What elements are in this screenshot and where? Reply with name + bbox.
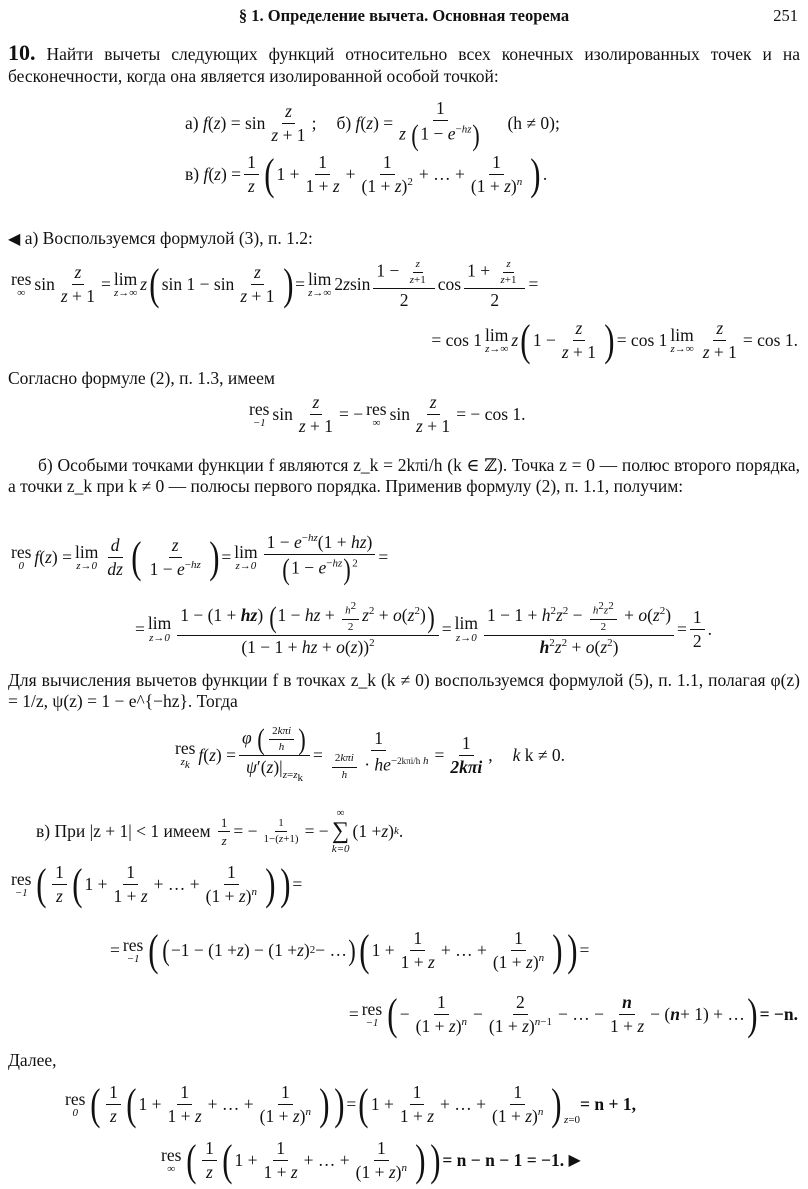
page-header [0, 6, 808, 28]
equation-ab: а) f ( z ) = sin $\frac{z}{z + 1}$ ; б) f ( z ) = $\frac{1}{z (1 - e^{-hz})}$ (h ≠ 0); [185, 98, 560, 152]
b-text: б) Особыми точками функции f являются z_k = 2kπi/h (k ∈ ℤ). Точка z = 0 — полюс второго порядка, а точки z_k при k ≠ 0 — полюсы первого порядка. Применив формулу (2), п. 1.1, получим: [8, 455, 800, 496]
start-mark: ◀ [8, 231, 21, 248]
a-after: Согласно формуле (2), п. 1.3, имеем [8, 368, 275, 388]
answer-v3: = n − n − 1 = −1. [442, 1150, 565, 1170]
eq-b-line1: res 0 f ( z ) = lim z→0 $\frac{d}{dz}$ ( $\frac{z}{1 - e^{-hz}}$ ) = lim z→0 $\frac{1 - e^{-hz}(1 + hz)}{(1 - e^{-hz})^2}$ = [11, 532, 389, 586]
k-condition: k ≠ 0. [524, 744, 566, 765]
page-number: 251 [773, 6, 798, 25]
eq-a-line1: res ∞ sin $\frac{z}{z + 1}$ = lim z→∞ z ( sin 1 − sin $\frac{z}{z + 1}$ ) = lim z→∞ 2 z sin 1 − $\frac{z}{z+1}$ 2 cos 1 + $\frac{z}{z+1}$ 2 = [11, 258, 539, 311]
answer-a2: = − cos 1. [456, 404, 526, 424]
a-intro-text: а) Воспользуемся формулой (3), п. 1.2: [24, 228, 313, 248]
equation-v: в) f ( z ) = $\frac{1}{z}$ ( 1 + $\frac{1}{1 + z}$ + $\frac{1}{(1 + z)^2}$ + … + $\frac{1}{(1 + z)^n}$ ) . [185, 149, 548, 199]
answer-a: = cos 1. [742, 330, 798, 350]
end-mark: ▶ [568, 1151, 581, 1169]
part-b-label: б) [336, 113, 352, 133]
problem-statement [8, 40, 800, 87]
answer-v1: = −n. [759, 1004, 798, 1024]
eq-v-line5: res ∞ ( $\frac{1}{z}$ ( 1 + $\frac{1}{1 + z}$ + … + $\frac{1}{(1 + z)^n}$ ) ) = n − n − 1 = −1. ▶ [161, 1135, 581, 1185]
section-title: § 1. Определение вычета. Основная теорема [238, 6, 570, 25]
eq-v-line1: res −1 ( $\frac{1}{z}$ ( 1 + $\frac{1}{1 + z}$ + … + $\frac{1}{(1 + z)^n}$ ) ) = [11, 859, 303, 909]
res-sub: ∞ [17, 287, 26, 300]
v-text: в) При |z + 1| < 1 имеем [36, 821, 211, 842]
res-op: res [11, 269, 32, 289]
eq-b-line2: = lim z→0 1 − (1 + hz) (1 − hz + $\frac{h^2}{2}$ $z^2 + o(z^2)$) (1 − 1 + hz + o(z))$^2$ = lim z→0 $1 - 1 + h^2z^2$ − $\frac{h^2z^2}{2}$ + $o(z^2)$ $h^2z^2 + o(z^2)$ = $\frac{1}{2}$ . [135, 600, 713, 658]
b-text2: Для вычисления вычетов функции f в точках z_k (k ≠ 0) воспользуемся формулой (5), п. 1.1, полагая φ(z) = 1/z, ψ(z) = 1 − e^{−hz}. Тогда [8, 670, 800, 711]
eq-a-line3: res −1 sin $\frac{z}{z + 1}$ = − res ∞ sin $\frac{z}{z + 1}$ = − cos 1. [249, 392, 526, 436]
part-a-label: а) [185, 113, 199, 133]
answer-v2: = n + 1, [580, 1094, 636, 1114]
problem-text: Найти вычеты следующих функций относительно всех конечных изолированных точек и на бесконечности, когда она является изолированной особой точкой: [8, 44, 801, 87]
problem-number: 10. [8, 40, 36, 65]
eq-v-line3: = res −1 ( − $\frac{1}{(1 + z)^n}$ − $\frac{2}{(1 + z)^{n-1}}$ − … − $\frac{n}{1 + z}$ − ( n + 1) + … ) = −n. [348, 989, 798, 1039]
further-text: Далее, [8, 1050, 57, 1070]
lim-op: lim [113, 269, 138, 289]
h-condition: (h ≠ 0); [507, 113, 560, 133]
eq-v-line4: res 0 ( $\frac{1}{z}$ ( 1 + $\frac{1}{1 + z}$ + … + $\frac{1}{(1 + z)^n}$ ) ) = ( 1 + $\frac{1}{1 + z}$ + … + $\frac{1}{(1 + z)^n}$ ) $_{z =0}$ = n + 1, [65, 1079, 636, 1129]
eq-v-expansion: в) При |z + 1| < 1 имеем $\frac{1}{z}$ = − $\frac{1}{1-(z+1)}$ = − ∞ ∑ k=0 (1 + z ) k . [36, 807, 404, 856]
part-v-label: в) [185, 164, 200, 184]
eq-v-line2: = res −1 ( ( −1 − (1 + z ) − (1 + z ) 2 − … ) ( 1 + $\frac{1}{1 + z}$ + … + $\frac{1}{(1 + z)^n}$ ) ) = [110, 925, 590, 975]
a-intro [8, 228, 800, 249]
eq-a-line2: = cos 1 lim z→∞ z ( 1 − $\frac{z}{z + 1}$ ) = cos 1 lim z→∞ $\frac{z}{z + 1}$ = cos 1. [431, 315, 798, 365]
eq-b-line3: res $z_k$ f ( z ) = φ ( $\frac{\text{2kπi}}{h}$ ) $\psi'(z)|_{z=z_k}$ = 1 $\frac{\text{2kπi}}{h}$ · $he^{-2k\pi i/h h}$ = $\frac{1}{\text{2kπi}}$ , k k ≠ 0. [175, 723, 566, 785]
lim-sub: z→∞ [114, 287, 138, 300]
